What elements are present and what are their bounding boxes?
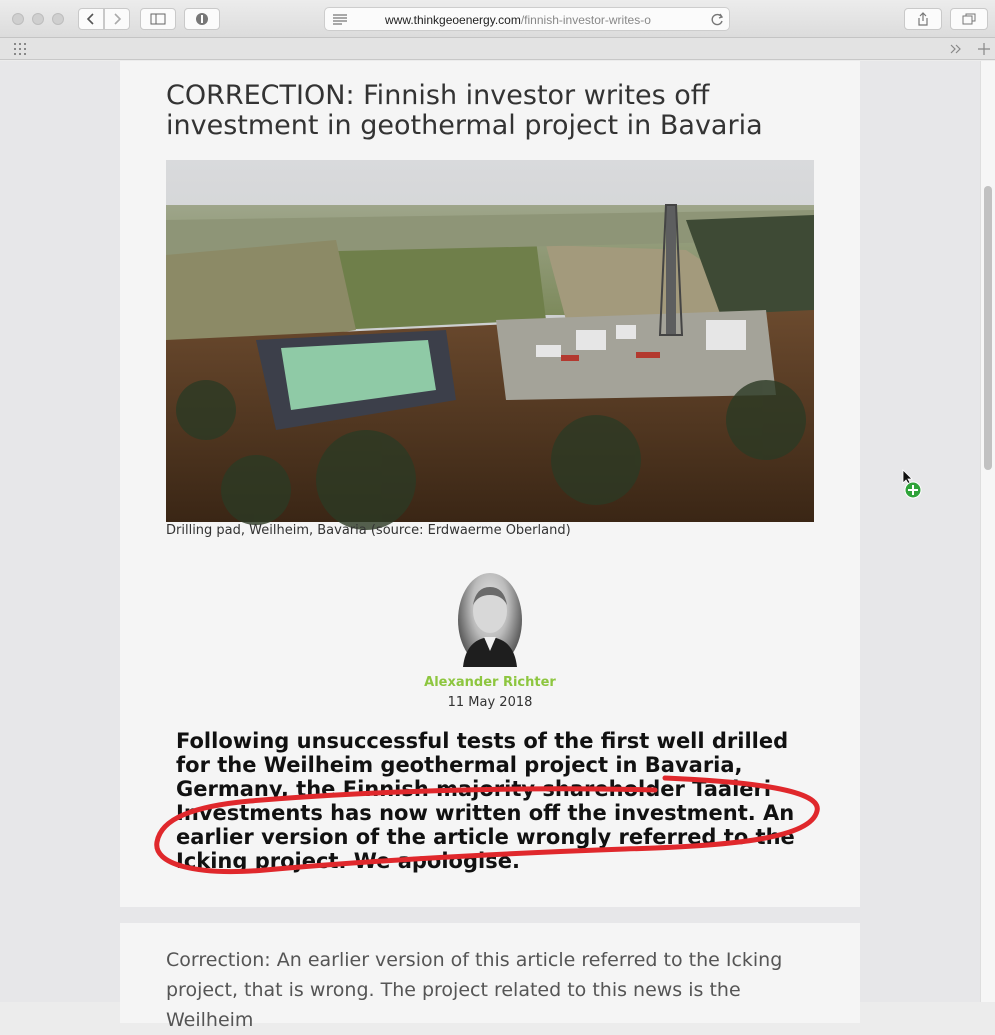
- minimize-window-button[interactable]: [32, 13, 44, 25]
- url-domain: www.thinkgeoenergy.com: [385, 13, 521, 27]
- sidebar-button[interactable]: [140, 8, 176, 30]
- favorites-bar: [0, 38, 995, 60]
- privacy-button[interactable]: [184, 8, 220, 30]
- drilling-pad-image: [166, 160, 814, 522]
- share-icon: [917, 12, 929, 26]
- url-text: [385, 13, 675, 27]
- publish-date: 11 May 2018: [447, 695, 533, 710]
- article-card: [120, 61, 860, 907]
- tabs-icon: [962, 13, 976, 25]
- author-photo: [458, 573, 522, 667]
- forward-button[interactable]: [104, 8, 130, 30]
- overflow-icon[interactable]: [950, 44, 962, 54]
- article-photo: [166, 160, 814, 522]
- tabs-button[interactable]: [950, 8, 988, 30]
- author-link[interactable]: Alexander Richter: [424, 675, 556, 690]
- article-body: Correction: An earlier version of this article referred to the Icking project, that is wrong. The project related to this news is the Weilheim: [166, 949, 783, 1031]
- url-path: /finnish-investor-writes-o: [520, 13, 651, 27]
- reload-icon[interactable]: [711, 13, 724, 26]
- browser-toolbar: [0, 0, 995, 38]
- close-window-button[interactable]: [12, 13, 24, 25]
- reader-icon[interactable]: [333, 14, 347, 25]
- privacy-icon: [195, 12, 209, 26]
- web-page: [0, 61, 980, 1031]
- article-body-card: [120, 923, 860, 1031]
- back-button[interactable]: [78, 8, 104, 30]
- scrollbar-thumb[interactable]: [984, 186, 992, 470]
- article-lead: Following unsuccessful tests of the first well drilled for the Weilheim geothermal project in Bavaria, Germany, the Finnish majority shareholder Taaleri Investments has now written off the investment. An earlier version of the article wrongly referred to the Icking project. We apologise.: [176, 729, 795, 873]
- sidebar-icon: [150, 13, 166, 25]
- share-button[interactable]: [904, 8, 942, 30]
- zoom-window-button[interactable]: [52, 13, 64, 25]
- back-icon: [86, 13, 96, 25]
- image-caption: Drilling pad, Weilheim, Bavaria (source: Erdwaerme Oberland): [166, 523, 571, 538]
- avatar[interactable]: [458, 573, 522, 667]
- address-bar[interactable]: [324, 7, 730, 31]
- copy-cursor-icon: [902, 469, 926, 501]
- article-title: CORRECTION: Finnish investor writes off investment in geothermal project in Bavaria: [166, 80, 763, 141]
- grid-icon[interactable]: [14, 43, 30, 55]
- forward-icon: [112, 13, 122, 25]
- add-tab-icon[interactable]: [978, 43, 990, 55]
